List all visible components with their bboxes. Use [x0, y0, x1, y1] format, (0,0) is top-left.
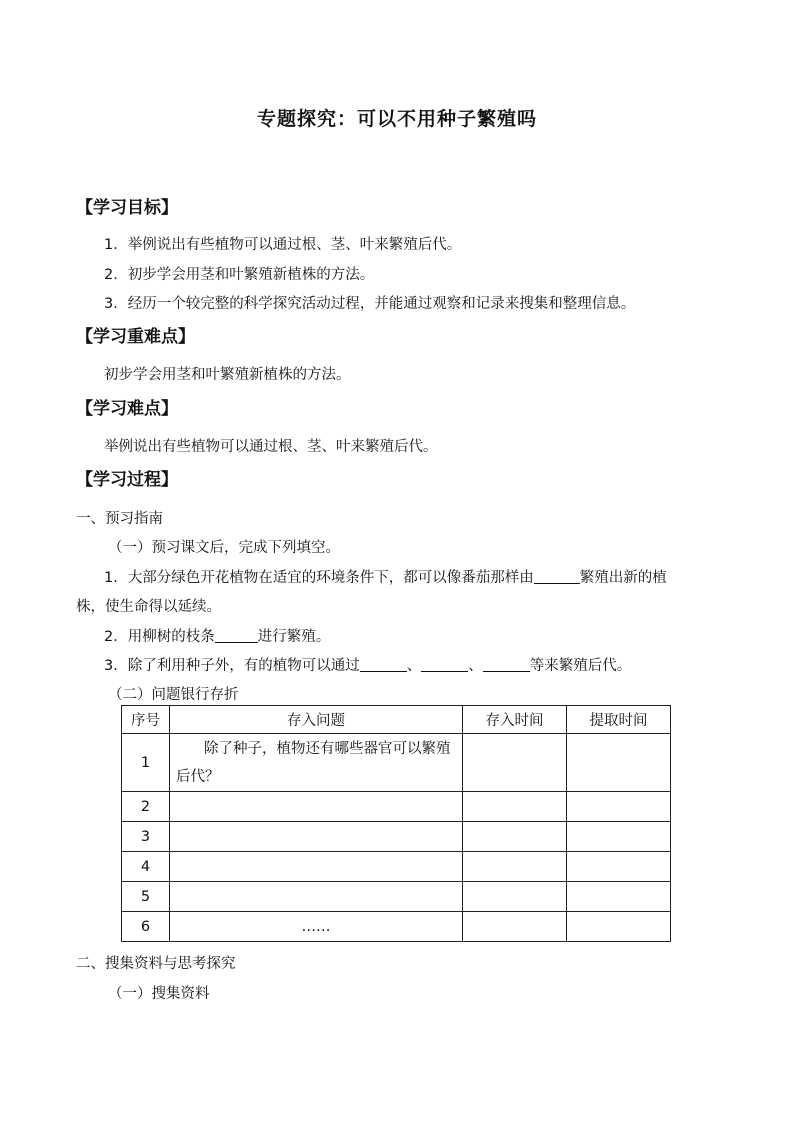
table-row [122, 912, 671, 942]
research-sub1: （一）搜集资料 [108, 986, 210, 1002]
header-question: 存入问题 [170, 706, 463, 734]
withdraw-time-cell[interactable] [567, 852, 671, 882]
q1-text-b: 繁殖出新的植 [579, 570, 667, 586]
q3-sep-2: 、 [468, 658, 483, 674]
process-heading: 【学习过程】 [76, 470, 178, 490]
question-cell[interactable] [170, 852, 463, 882]
deposit-time-cell[interactable] [463, 912, 567, 942]
goals-heading: 【学习目标】 [76, 198, 178, 218]
deposit-time-cell[interactable] [463, 852, 567, 882]
q2-blank[interactable] [215, 628, 258, 643]
question-cell[interactable] [170, 822, 463, 852]
goal-item-2: 2．初步学会用茎和叶繁殖新植株的方法。 [104, 267, 375, 283]
question-cell[interactable] [170, 882, 463, 912]
goal-item-3: 3．经历一个较完整的科学探究活动过程，并能通过观察和记录来搜集和整理信息。 [104, 296, 636, 312]
research-heading: 二、搜集资料与思考探究 [76, 956, 236, 972]
question-cell[interactable]: …… [170, 912, 463, 942]
row-number: 6 [122, 912, 170, 942]
deposit-time-cell[interactable] [463, 882, 567, 912]
withdraw-time-cell[interactable] [567, 792, 671, 822]
key-text: 初步学会用茎和叶繁殖新植株的方法。 [104, 367, 351, 383]
q1-text-c: 株，使生命得以延续。 [76, 599, 221, 615]
q3-blank-1[interactable] [360, 657, 407, 672]
q1-text-a: 1．大部分绿色开花植物在适宜的环境条件下，都可以像番茄那样由 [104, 570, 534, 586]
question-cell[interactable] [170, 734, 463, 792]
header-withdraw-time: 提取时间 [567, 706, 671, 734]
question-cell[interactable] [170, 792, 463, 822]
table-row [122, 822, 671, 852]
q3-sep-1: 、 [406, 658, 422, 674]
fill-question-1 [104, 566, 667, 587]
table-row [122, 882, 671, 912]
preview-sub2: （二）问题银行存折 [108, 687, 239, 703]
preview-sub1: （一）预习课文后，完成下列填空。 [108, 540, 340, 556]
deposit-time-cell[interactable] [463, 822, 567, 852]
page-title: 专题探究：可以不用种子繁殖吗 [256, 108, 537, 130]
preview-heading: 一、预习指南 [76, 511, 163, 527]
header-deposit-time: 存入时间 [463, 706, 567, 734]
q1-blank[interactable] [534, 569, 580, 584]
table-row [122, 852, 671, 882]
difficulty-heading: 【学习难点】 [76, 399, 178, 419]
q3-text-b: 等来繁殖后代。 [529, 658, 632, 674]
withdraw-time-cell[interactable] [567, 912, 671, 942]
key-heading: 【学习重难点】 [76, 327, 195, 347]
row-number: 2 [122, 792, 170, 822]
table-row [122, 792, 671, 822]
question-text: 除了种子，植物还有哪些器官可以繁殖后代？ [176, 740, 451, 785]
fill-question-2 [104, 625, 330, 646]
q3-text-a: 3．除了利用种子外，有的植物可以通过 [104, 658, 360, 674]
q2-text-b: 进行繁殖。 [257, 629, 331, 645]
row-number: 5 [122, 882, 170, 912]
header-no: 序号 [122, 706, 170, 734]
withdraw-time-cell[interactable] [567, 822, 671, 852]
deposit-time-cell[interactable] [463, 734, 567, 792]
fill-question-3 [104, 654, 631, 675]
table-header-row [122, 706, 671, 734]
difficulty-text: 举例说出有些植物可以通过根、茎、叶来繁殖后代。 [104, 439, 438, 455]
table-row [122, 734, 671, 792]
withdraw-time-cell[interactable] [567, 734, 671, 792]
question-bank-table [121, 705, 671, 942]
deposit-time-cell[interactable] [463, 792, 567, 822]
row-number: 4 [122, 852, 170, 882]
row-number: 3 [122, 822, 170, 852]
q2-text-a: 2．用柳树的枝条 [104, 629, 215, 645]
withdraw-time-cell[interactable] [567, 882, 671, 912]
q3-blank-2[interactable] [421, 657, 468, 672]
row-number: 1 [122, 734, 170, 792]
goal-item-1: 1．举例说出有些植物可以通过根、茎、叶来繁殖后代。 [104, 237, 462, 253]
q3-blank-3[interactable] [483, 657, 530, 672]
